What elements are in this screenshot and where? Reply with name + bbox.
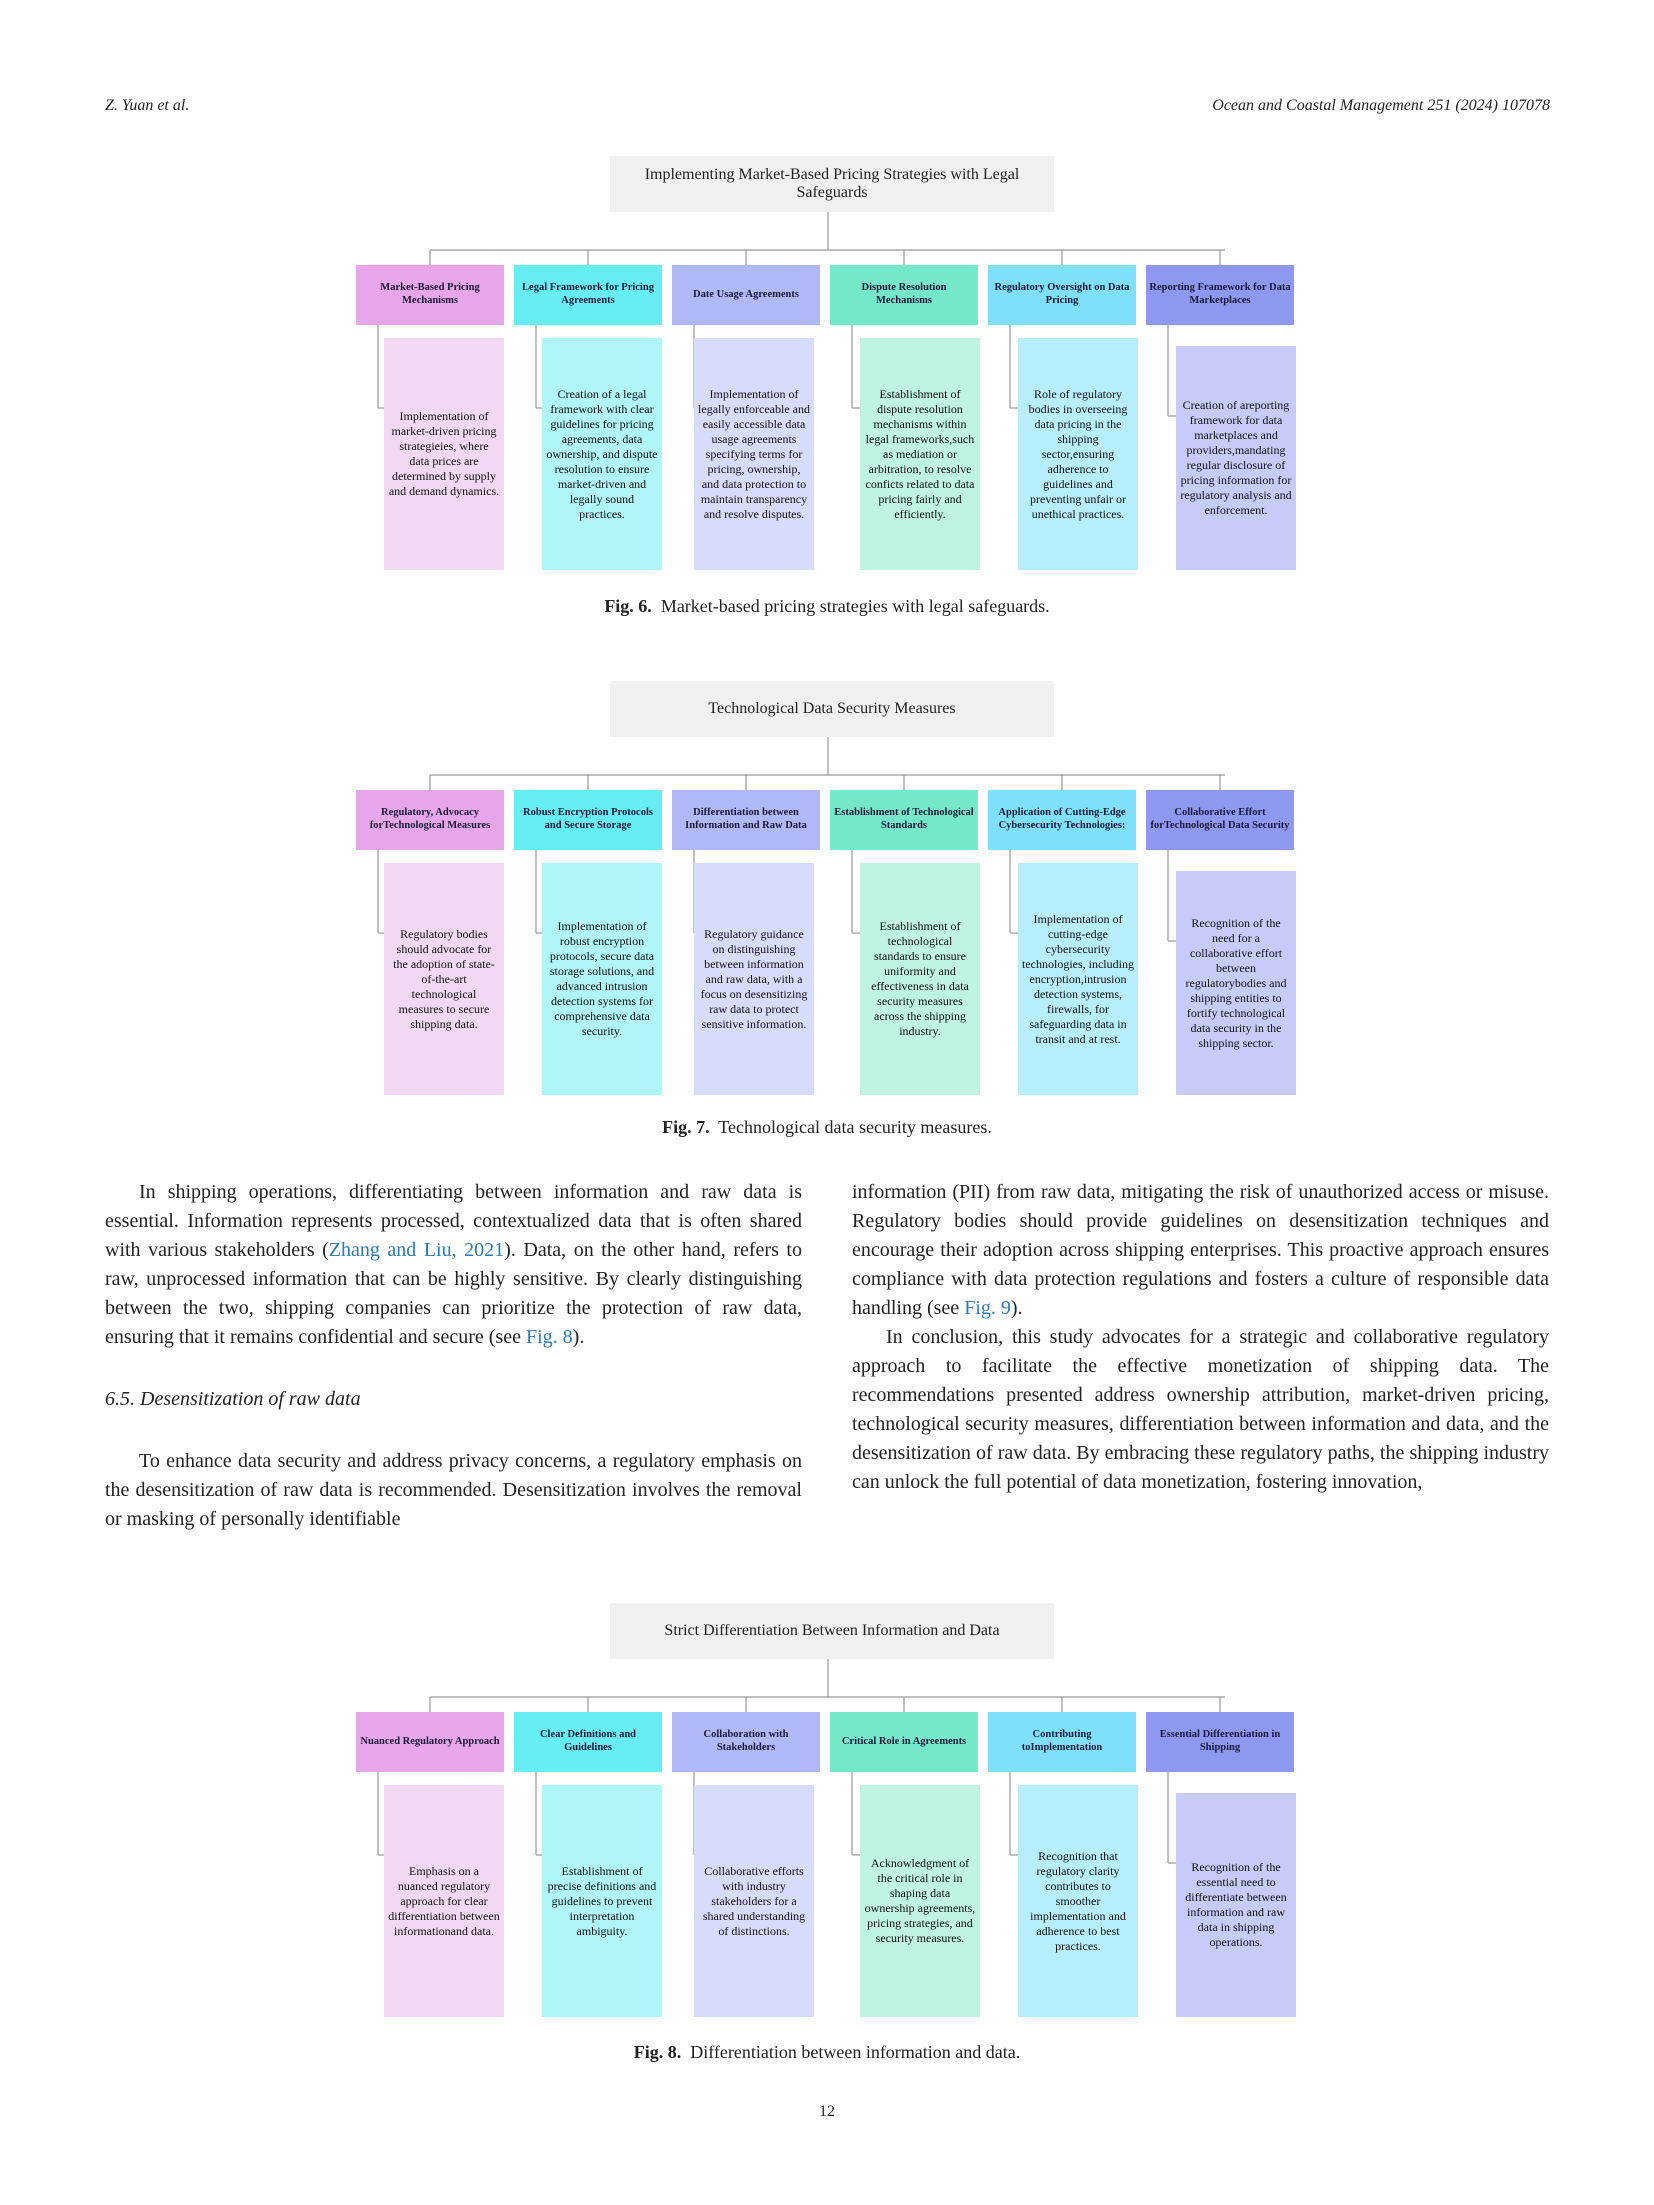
- branch-title: Clear Definitions and Guidelines: [514, 1712, 662, 1772]
- branch-description: Establishment of dispute resolution mechanisms within legal frameworks,such as mediation or arbitration, to resolve conficts related to data pricing fairly and efficiently.: [860, 338, 980, 570]
- branch-title: Robust Encryption Protocols and Secure Storage: [514, 790, 662, 850]
- branch-description: Collaborative efforts with industry stakeholders for a shared understanding of distinctions.: [694, 1785, 814, 2017]
- branch-title: Collaboration with Stakeholders: [672, 1712, 820, 1772]
- left-column: [105, 1178, 802, 1534]
- branch-title: Market-Based Pricing Mechanisms: [356, 265, 504, 325]
- figure-ref-link[interactable]: Fig. 8: [525, 1326, 573, 1348]
- branch-title: Reporting Framework for Data Marketplaces: [1146, 265, 1294, 325]
- figure-8-caption: [0, 2042, 1654, 2063]
- page-number: 12: [819, 2103, 835, 2120]
- branch-description: Implementation of cutting-edge cybersecurity technologies, including encryption,intrusion detection systems, firewalls, for safeguarding data in transit and at rest.: [1018, 863, 1138, 1095]
- branch-title: Contributing toImplementation: [988, 1712, 1136, 1772]
- branch-title: Legal Framework for Pricing Agreements: [514, 265, 662, 325]
- diagram-root-title: Technological Data Security Measures: [610, 681, 1054, 737]
- citation-link[interactable]: Zhang and Liu, 2021: [328, 1239, 505, 1261]
- caption-text: Differentiation between information and data.: [690, 2042, 1021, 2062]
- running-header-authors: Z. Yuan et al.: [105, 97, 190, 114]
- branch-title: Collaborative Effort forTechnological Data Security: [1146, 790, 1294, 850]
- branch-description: Implementation of robust encryption protocols, secure data storage solutions, and advanced intrusion detection systems for comprehensive data security.: [542, 863, 662, 1095]
- branch-description: Recognition that regulatory clarity contributes to smoother implementation and adherence to best practices.: [1018, 1785, 1138, 2017]
- figure-7-caption: [0, 1117, 1654, 1138]
- branch-title: Critical Role in Agreements: [830, 1712, 978, 1772]
- text-run: ).: [1010, 1297, 1023, 1319]
- branch-description: Establishment of technological standards to ensure uniformity and effectiveness in data security measures across the shipping industry.: [860, 863, 980, 1095]
- figure-ref-link[interactable]: Fig. 9: [964, 1297, 1011, 1319]
- figure-6-caption: [0, 596, 1654, 617]
- branch-description: Implementation of legally enforceable and easily accessible data usage agreements specifying terms for pricing, ownership, and data protection to maintain transparency and resolve disputes.: [694, 338, 814, 570]
- branch-title: Essential Differentiation in Shipping: [1146, 1712, 1294, 1772]
- branch-description: Regulatory bodies should advocate for the adoption of state-of-the-art technological measures to secure shipping data.: [384, 863, 504, 1095]
- branch-title: Establishment of Technological Standards: [830, 790, 978, 850]
- branch-title: Regulatory, Advocacy forTechnological Measures: [356, 790, 504, 850]
- caption-label: Fig. 8.: [633, 2042, 682, 2062]
- branch-description: Creation of areporting framework for data marketplaces and providers,mandating regular disclosure of pricing information for regulatory analysis and enforcement.: [1176, 346, 1296, 570]
- branch-description: Recognition of the essential need to differentiate between information and raw data in shipping operations.: [1176, 1793, 1296, 2017]
- branch-title: Differentiation between Information and Raw Data: [672, 790, 820, 850]
- branch-description: Role of regulatory bodies in overseeing data pricing in the shipping sector,ensuring adherence to guidelines and preventing unfair or unethical practices.: [1018, 338, 1138, 570]
- branch-description: Emphasis on a nuanced regulatory approach for clear differentiation between informationand data.: [384, 1785, 504, 2017]
- caption-text: Market-based pricing strategies with legal safeguards.: [660, 596, 1050, 616]
- caption-label: Fig. 6.: [604, 596, 652, 616]
- text-run: In shipping operations, differentiating between information and raw data is essential. Information represents processed, contextualized data that is often shared with various stakeholders (: [105, 1181, 802, 1261]
- branch-description: Acknowledgment of the critical role in shaping data ownership agreements, pricing strategies, and security measures.: [860, 1785, 980, 2017]
- branch-description: Recognition of the need for a collaborative effort between regulatorybodies and shipping entities to fortify technological data security in the shipping sector.: [1176, 871, 1296, 1095]
- branch-title: Date Usage Agreements: [672, 265, 820, 325]
- section-heading: 6.5. Desensitization of raw data: [105, 1388, 361, 1410]
- figure-6-diagram: [356, 156, 1300, 576]
- paragraph: To enhance data security and address privacy concerns, a regulatory emphasis on the desensitization of raw data is recommended. Desensitization involves the removal or masking of personally identifiable: [105, 1450, 802, 1530]
- paragraph: [852, 1178, 1549, 1323]
- right-column: [852, 1178, 1549, 1497]
- branch-title: Dispute Resolution Mechanisms: [830, 265, 978, 325]
- branch-description: Creation of a legal framework with clear guidelines for pricing agreements, data ownership, and dispute resolution to ensure market-driven and legally sound practices.: [542, 338, 662, 570]
- branch-title: Application of Cutting-Edge Cybersecurity Technologies:: [988, 790, 1136, 850]
- figure-8-diagram: [356, 1603, 1300, 2023]
- paragraph: In conclusion, this study advocates for a strategic and collaborative regulatory approach to facilitate the effective monetization of shipping data. The recommendations presented address ownership attribution, market-driven pricing, technological security measures, differentiation between information and data, and the desensitization of raw data. By embracing these regulatory paths, the shipping industry can unlock the full potential of data monetization, fostering innovation,: [852, 1326, 1549, 1493]
- paragraph: [105, 1178, 802, 1352]
- branch-title: Nuanced Regulatory Approach: [356, 1712, 504, 1772]
- branch-description: Regulatory guidance on distinguishing between information and raw data, with a focus on desensitizing raw data to protect sensitive information.: [694, 863, 814, 1095]
- caption-label: Fig. 7.: [662, 1117, 710, 1137]
- running-header-journal: Ocean and Coastal Management 251 (2024) 107078: [1212, 97, 1550, 114]
- caption-text: Technological data security measures.: [718, 1117, 992, 1137]
- branch-description: Establishment of precise definitions and guidelines to prevent interpretation ambiguity.: [542, 1785, 662, 2017]
- text-run: ). Data, on the other hand, refers to raw, unprocessed information that can be highly sensitive. By clearly distinguishing between the two, shipping companies can prioritize the protection of raw data, ensuring that it remains confidential and secure (see: [105, 1239, 802, 1348]
- branch-title: Regulatory Oversight on Data Pricing: [988, 265, 1136, 325]
- branch-description: Implementation of market-driven pricing strategieies, where data prices are determined by supply and demand dynamics.: [384, 338, 504, 570]
- diagram-root-title: Strict Differentiation Between Information and Data: [610, 1603, 1054, 1659]
- diagram-root-title: Implementing Market-Based Pricing Strategies with Legal Safeguards: [610, 156, 1054, 212]
- text-run: ).: [572, 1326, 585, 1348]
- figure-7-diagram: [356, 681, 1300, 1101]
- text-run: information (PII) from raw data, mitigating the risk of unauthorized access or misuse. Regulatory bodies should provide guidelines on desensitization techniques and encourage their adoption across shipping enterprises. This proactive approach ensures compliance with data protection regulations and fosters a culture of responsible data handling (see: [852, 1181, 1549, 1319]
